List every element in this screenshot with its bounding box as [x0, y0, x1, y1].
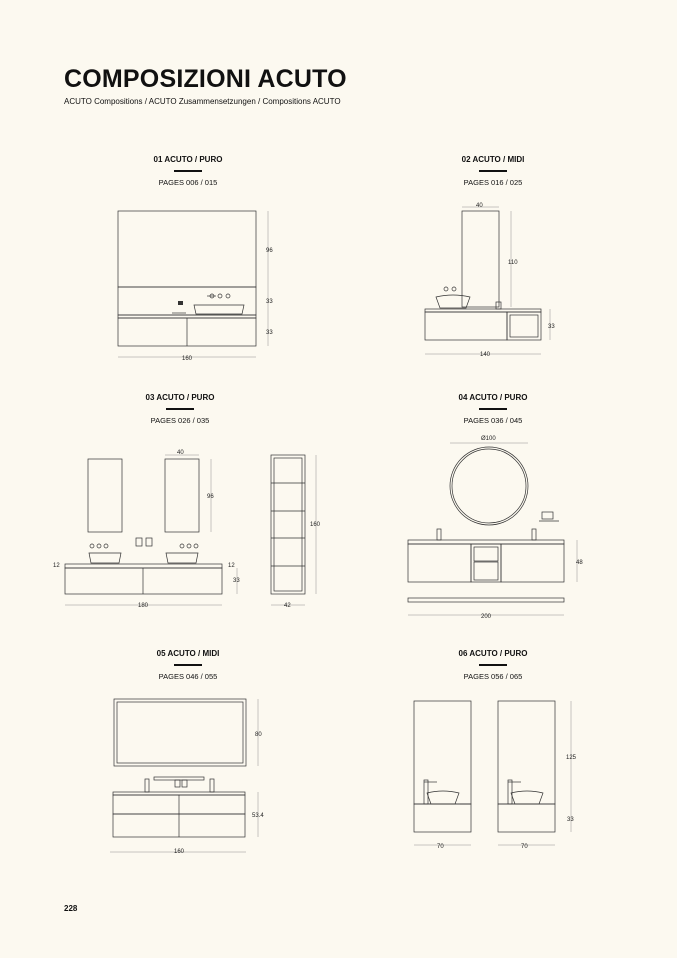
composition-06-pages: PAGES 056 / 065	[463, 672, 523, 681]
dim-06-width-right: 70	[521, 844, 528, 850]
dim-03-side-right: 12	[228, 563, 235, 569]
composition-01-drawing	[118, 211, 268, 357]
countertop	[118, 315, 256, 318]
dim-02-height-low: 33	[548, 324, 555, 330]
dim-04-diameter: Ø100	[481, 436, 496, 442]
dim-05-height-top: 80	[255, 732, 262, 738]
composition-05-drawing	[110, 699, 258, 852]
dim-03-width: 180	[138, 603, 149, 609]
countertop	[65, 564, 222, 568]
dim-03-column-width: 42	[284, 603, 291, 609]
basin	[194, 305, 244, 314]
page-title: COMPOSIZIONI ACUTO	[64, 65, 347, 93]
dim-01-height-top: 96	[266, 248, 273, 254]
composition-03-drawing	[65, 455, 316, 605]
cabinet-right	[501, 544, 564, 582]
composition-01-pages: PAGES 006 / 015	[158, 178, 218, 187]
composition-02-pages: PAGES 016 / 025	[463, 178, 523, 187]
dim-04-height: 48	[576, 560, 583, 566]
cabinet-middle	[471, 544, 501, 582]
accessory	[542, 512, 553, 519]
vanity-cabinet	[65, 568, 222, 594]
page-subtitle: ACUTO Compositions / ACUTO Zusammensetzungen / Compositions ACUTO	[64, 97, 341, 106]
composition-01-title: 01 ACUTO / PURO	[153, 155, 223, 164]
dim-06-width-left: 70	[437, 844, 444, 850]
open-shelf	[507, 312, 541, 340]
tall-mirror	[462, 211, 499, 307]
shelf	[154, 777, 204, 780]
panel-left	[414, 701, 471, 804]
basin-right	[511, 791, 543, 804]
basin-left	[89, 553, 121, 563]
dim-03-height-low: 33	[233, 578, 240, 584]
dim-03-height-top: 96	[207, 494, 214, 500]
dim-01-width: 160	[182, 356, 193, 362]
mirror-right	[165, 459, 199, 532]
composition-05-pages: PAGES 046 / 055	[158, 672, 218, 681]
composition-06-drawing	[414, 701, 571, 845]
tall-column	[271, 455, 305, 594]
dim-05-height-low: 53.4	[252, 813, 264, 819]
floor-plinth	[408, 598, 564, 602]
dim-05-width: 160	[174, 849, 185, 855]
vanity-cabinet	[425, 312, 507, 340]
composition-02-drawing	[425, 207, 550, 354]
composition-03-title: 03 ACUTO / PURO	[145, 393, 215, 402]
basin-left	[427, 791, 459, 804]
mirror-panel	[118, 211, 256, 287]
dim-02-height-top: 110	[508, 260, 518, 266]
composition-05-title: 05 ACUTO / MIDI	[156, 649, 220, 658]
panel-right	[498, 701, 555, 804]
countertop	[113, 792, 245, 795]
page-number: 228	[64, 904, 78, 913]
dim-06-height-low: 33	[567, 817, 574, 823]
countertop	[425, 309, 541, 312]
round-mirror	[450, 447, 528, 525]
countertop	[408, 540, 564, 544]
composition-02-title: 02 ACUTO / MIDI	[461, 155, 525, 164]
dim-04-width: 200	[481, 614, 492, 620]
basin-right	[166, 553, 198, 563]
dim-03-side-left: 12	[53, 563, 60, 569]
dim-02-width-top: 40	[476, 203, 483, 209]
dim-01-height-mid: 33	[266, 299, 273, 305]
dim-02-width: 140	[480, 352, 491, 358]
composition-04-drawing	[408, 443, 577, 615]
cabinet-left	[408, 544, 471, 582]
dim-01-height-low: 33	[266, 330, 273, 336]
cabinet-left	[414, 804, 471, 832]
backsplash-panel	[118, 287, 256, 315]
composition-04-title: 04 ACUTO / PURO	[458, 393, 528, 402]
mirror-panel	[114, 699, 246, 766]
cabinet-right	[498, 804, 555, 832]
composition-06-title: 06 ACUTO / PURO	[458, 649, 528, 658]
dim-03-column-height: 160	[310, 522, 321, 528]
mirror-left	[88, 459, 122, 532]
composition-04-pages: PAGES 036 / 045	[463, 416, 523, 425]
dim-06-height-top: 125	[566, 755, 577, 761]
basin	[436, 295, 470, 308]
dim-03-width-top: 40	[177, 450, 184, 456]
composition-03-pages: PAGES 026 / 035	[150, 416, 210, 425]
